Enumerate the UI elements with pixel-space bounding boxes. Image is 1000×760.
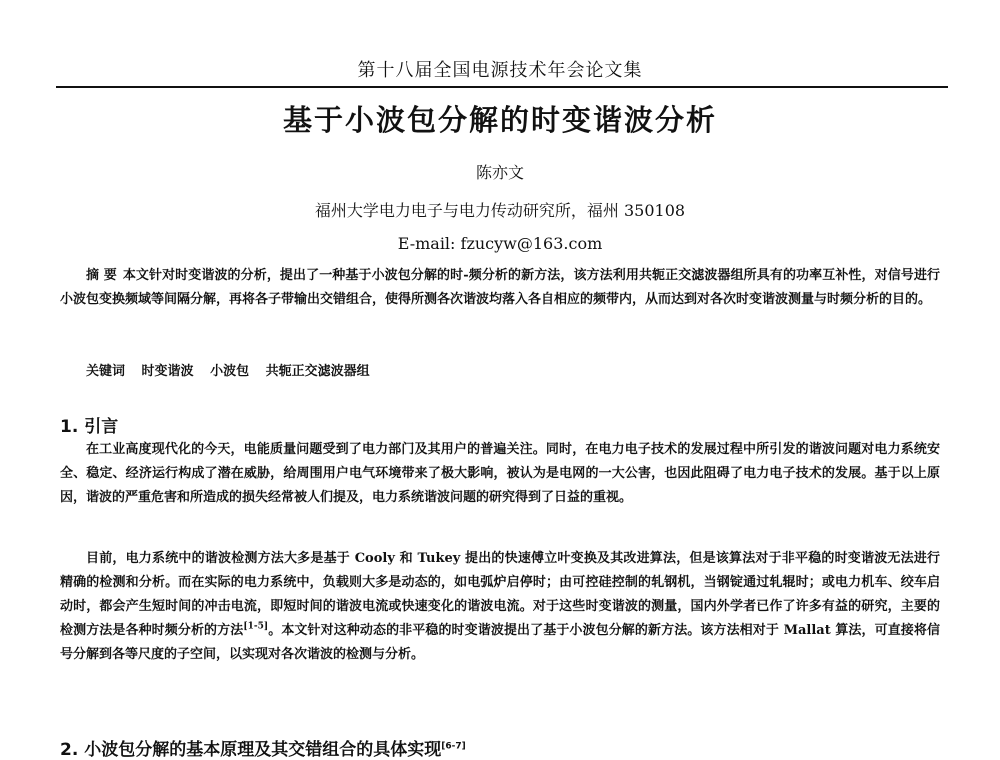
citation-link[interactable]: [6-7] (441, 741, 466, 752)
paragraph-text: 目前，电力系统中的谐波检测方法大多是基于 Cooly 和 Tukey 提出的快速傅立叶变换及其改进算法，但是该算法对于非平稳的时变谐波无法进行精确的检测和分析。而在实际的电力系统中，负载则大多是动态的，如电弧炉启停时；由可控硅控制的轧钢机，当钢锭通过轧辊时；或电力机车、绞车启动时，都会产生短时间的冲击电流，即短时间的谐波电流或快速变化的谐波电流。对于这些时变谐波的测量，国内外学者已作了许多有益的研究，主要的检测方法是各种时频分析的方法 (60, 551, 940, 638)
header-rule (56, 86, 948, 88)
author-name: 陈亦文 (475, 163, 524, 182)
paper-title: 基于小波包分解的时变谐波分析 (282, 103, 717, 137)
abstract-label: 摘 要 (86, 268, 117, 283)
author-email: E-mail: fzucyw@163.com (397, 234, 603, 253)
paragraph-text: 。本文针对这种动态的非平稳的时变谐波提出了基于小波包分解的新方法。该方法相对于 Mallat 算法，可直接将信号分解到各等尺度的子空间，以实现对各次谐波的检测与分析。 (60, 623, 940, 662)
keywords-label: 关键词 (86, 364, 126, 379)
body-paragraph (60, 547, 940, 667)
abstract-text: 本文针对时变谐波的分析，提出了一种基于小波包分解的时-频分析的新方法，该方法利用共轭正交滤波器组所具有的功率互补性，对信号进行小波包变换频域等间隔分解，再将各子带输出交错组合，使得所测各次谐波均落入各自相应的频带内，从而达到对各次时变谐波测量与时频分析的目的。 (60, 268, 940, 307)
section-heading-text: 2. 小波包分解的基本原理及其交错组合的具体实现 (60, 740, 442, 760)
keyword-item: 时变谐波 (141, 364, 194, 379)
keyword-item: 小波包 (210, 364, 250, 379)
section-heading-introduction: 1. 引言 (60, 417, 119, 437)
author-affiliation: 福州大学电力电子与电力传动研究所，福州 350108 (314, 201, 686, 220)
citation-link[interactable]: [1-5] (243, 621, 269, 632)
abstract (60, 264, 940, 312)
section-heading-wavelet-packet (60, 735, 466, 760)
keywords (86, 360, 370, 379)
keyword-item: 共轭正交滤波器组 (265, 364, 370, 379)
running-header: 第十八届全国电源技术年会论文集 (357, 60, 643, 81)
body-paragraph: 在工业高度现代化的今天，电能质量问题受到了电力部门及其用户的普遍关注。同时，在电力电子技术的发展过程中所引发的谐波问题对电力系统安全、稳定、经济运行构成了潜在威胁，给周围用户电气环境带来了极大影响，被认为是电网的一大公害，也因此阻碍了电力电子技术的发展。基于以上原因，谐波的严重危害和所造成的损失经常被人们提及，电力系统谐波问题的研究得到了日益的重视。 (60, 442, 940, 505)
